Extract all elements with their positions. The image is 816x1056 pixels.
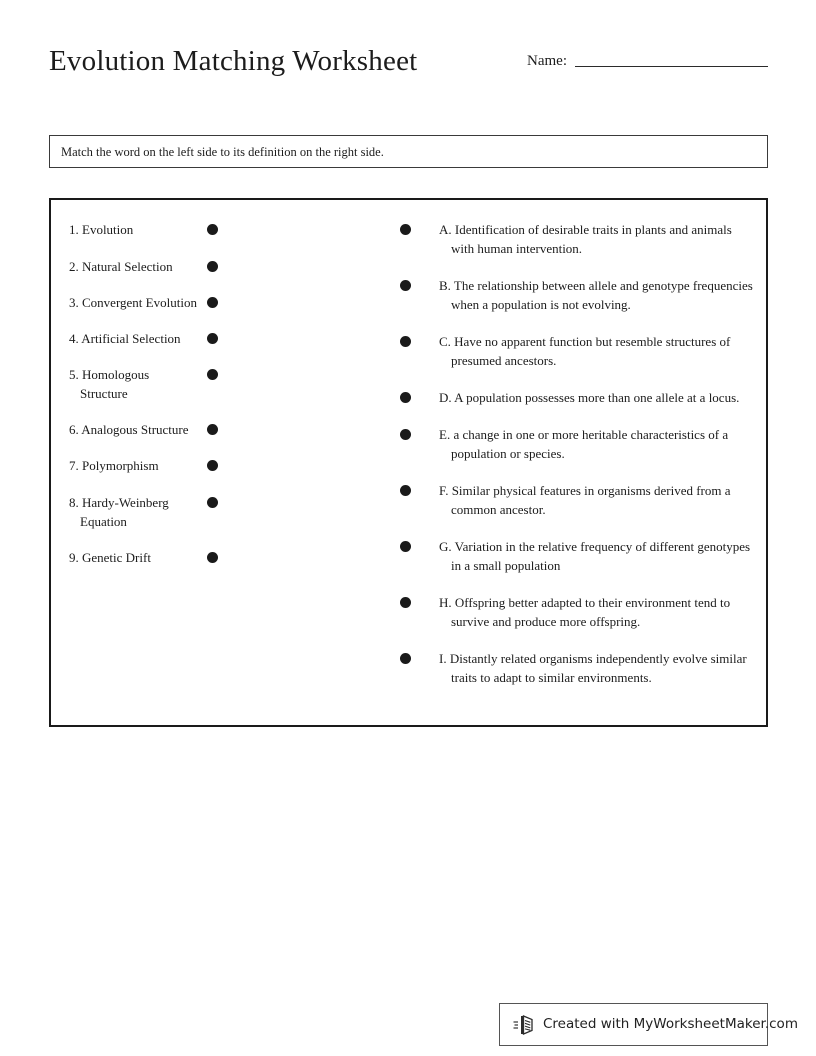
term-connector-dot[interactable] [207, 333, 218, 344]
definition-label: B. The relationship between allele and genotype frequencies when a population is not evolving. [439, 278, 753, 312]
term-row [67, 365, 257, 403]
definition-dot-cell[interactable] [388, 425, 439, 440]
term-connector-dot[interactable] [207, 424, 218, 435]
name-input-line[interactable] [575, 66, 768, 67]
definition-connector-dot[interactable] [400, 336, 411, 347]
term-dot-cell[interactable] [200, 257, 247, 272]
definition-connector-dot[interactable] [400, 392, 411, 403]
page-title: Evolution Matching Worksheet [49, 45, 418, 77]
term-row [67, 329, 257, 348]
definition-connector-dot[interactable] [400, 280, 411, 291]
term-dot-cell[interactable] [200, 420, 247, 435]
definition-row [388, 649, 753, 687]
term-connector-dot[interactable] [207, 297, 218, 308]
definition-row [388, 388, 753, 407]
badge-text: Created with MyWorksheetMaker.com [543, 1016, 798, 1032]
matching-columns [51, 200, 766, 725]
definition-dot-cell[interactable] [388, 332, 439, 347]
definition-row [388, 481, 753, 519]
definition-dot-cell[interactable] [388, 481, 439, 496]
definition-dot-cell[interactable] [388, 649, 439, 664]
term-connector-dot[interactable] [207, 369, 218, 380]
term-dot-cell[interactable] [200, 220, 247, 235]
terms-column [67, 220, 257, 585]
term-label: 6. Analogous Structure [69, 422, 189, 437]
created-with-badge[interactable] [499, 1003, 798, 1046]
definition-label: H. Offspring better adapted to their environment tend to survive and produce more offspring. [439, 595, 731, 629]
term-connector-dot[interactable] [207, 552, 218, 563]
term-dot-cell[interactable] [200, 493, 247, 508]
term-label: 1. Evolution [69, 222, 134, 237]
term-row [67, 548, 257, 567]
definition-row [388, 537, 753, 575]
term-row [67, 420, 257, 439]
definition-label: F. Similar physical features in organisms derived from a common ancestor. [439, 483, 731, 517]
term-dot-cell[interactable] [200, 456, 247, 471]
definition-connector-dot[interactable] [400, 224, 411, 235]
matching-panel [49, 198, 768, 727]
definition-label: I. Distantly related organisms independently evolve similar traits to adapt to similar environments. [439, 651, 747, 685]
term-connector-dot[interactable] [207, 497, 218, 508]
definition-label: C. Have no apparent function but resemble structures of presumed ancestors. [439, 334, 731, 368]
definition-connector-dot[interactable] [400, 429, 411, 440]
worksheet-maker-logo-icon [513, 1013, 535, 1037]
definition-label: D. A population possesses more than one allele at a locus. [439, 390, 740, 405]
term-label: 8. Hardy-Weinberg Equation [69, 495, 169, 529]
name-field-group [527, 52, 768, 70]
instruction-text: Match the word on the left side to its definition on the right side. [61, 144, 384, 159]
definition-dot-cell[interactable] [388, 388, 439, 403]
term-label: 5. Homologous Structure [69, 367, 150, 401]
name-label: Name: [527, 53, 567, 69]
term-label: 4. Artificial Selection [69, 331, 181, 346]
definition-row [388, 276, 753, 314]
term-connector-dot[interactable] [207, 224, 218, 235]
term-label: 3. Convergent Evolution [69, 295, 197, 310]
term-connector-dot[interactable] [207, 261, 218, 272]
term-label: 9. Genetic Drift [69, 550, 151, 565]
definition-row [388, 220, 753, 258]
term-dot-cell[interactable] [200, 329, 247, 344]
definition-label: E. a change in one or more heritable characteristics of a population or species. [439, 427, 729, 461]
definition-label: A. Identification of desirable traits in plants and animals with human intervention. [439, 222, 732, 256]
definition-dot-cell[interactable] [388, 276, 439, 291]
term-label: 7. Polymorphism [69, 458, 159, 473]
term-row [67, 456, 257, 475]
definition-connector-dot[interactable] [400, 485, 411, 496]
definition-row [388, 425, 753, 463]
definition-connector-dot[interactable] [400, 653, 411, 664]
term-dot-cell[interactable] [200, 548, 247, 563]
term-label: 2. Natural Selection [69, 259, 173, 274]
term-connector-dot[interactable] [207, 460, 218, 471]
definition-label: G. Variation in the relative frequency of different genotypes in a small population [439, 539, 751, 573]
definition-dot-cell[interactable] [388, 220, 439, 235]
term-row [67, 493, 257, 531]
instruction-box [49, 135, 768, 168]
definition-dot-cell[interactable] [388, 593, 439, 608]
definition-connector-dot[interactable] [400, 541, 411, 552]
term-dot-cell[interactable] [200, 365, 247, 380]
definition-dot-cell[interactable] [388, 537, 439, 552]
definitions-column [388, 220, 753, 705]
term-row [67, 293, 257, 312]
term-row [67, 257, 257, 276]
definition-connector-dot[interactable] [400, 597, 411, 608]
term-row [67, 220, 257, 239]
worksheet-header [49, 44, 768, 94]
term-dot-cell[interactable] [200, 293, 247, 308]
definition-row [388, 593, 753, 631]
definition-row [388, 332, 753, 370]
